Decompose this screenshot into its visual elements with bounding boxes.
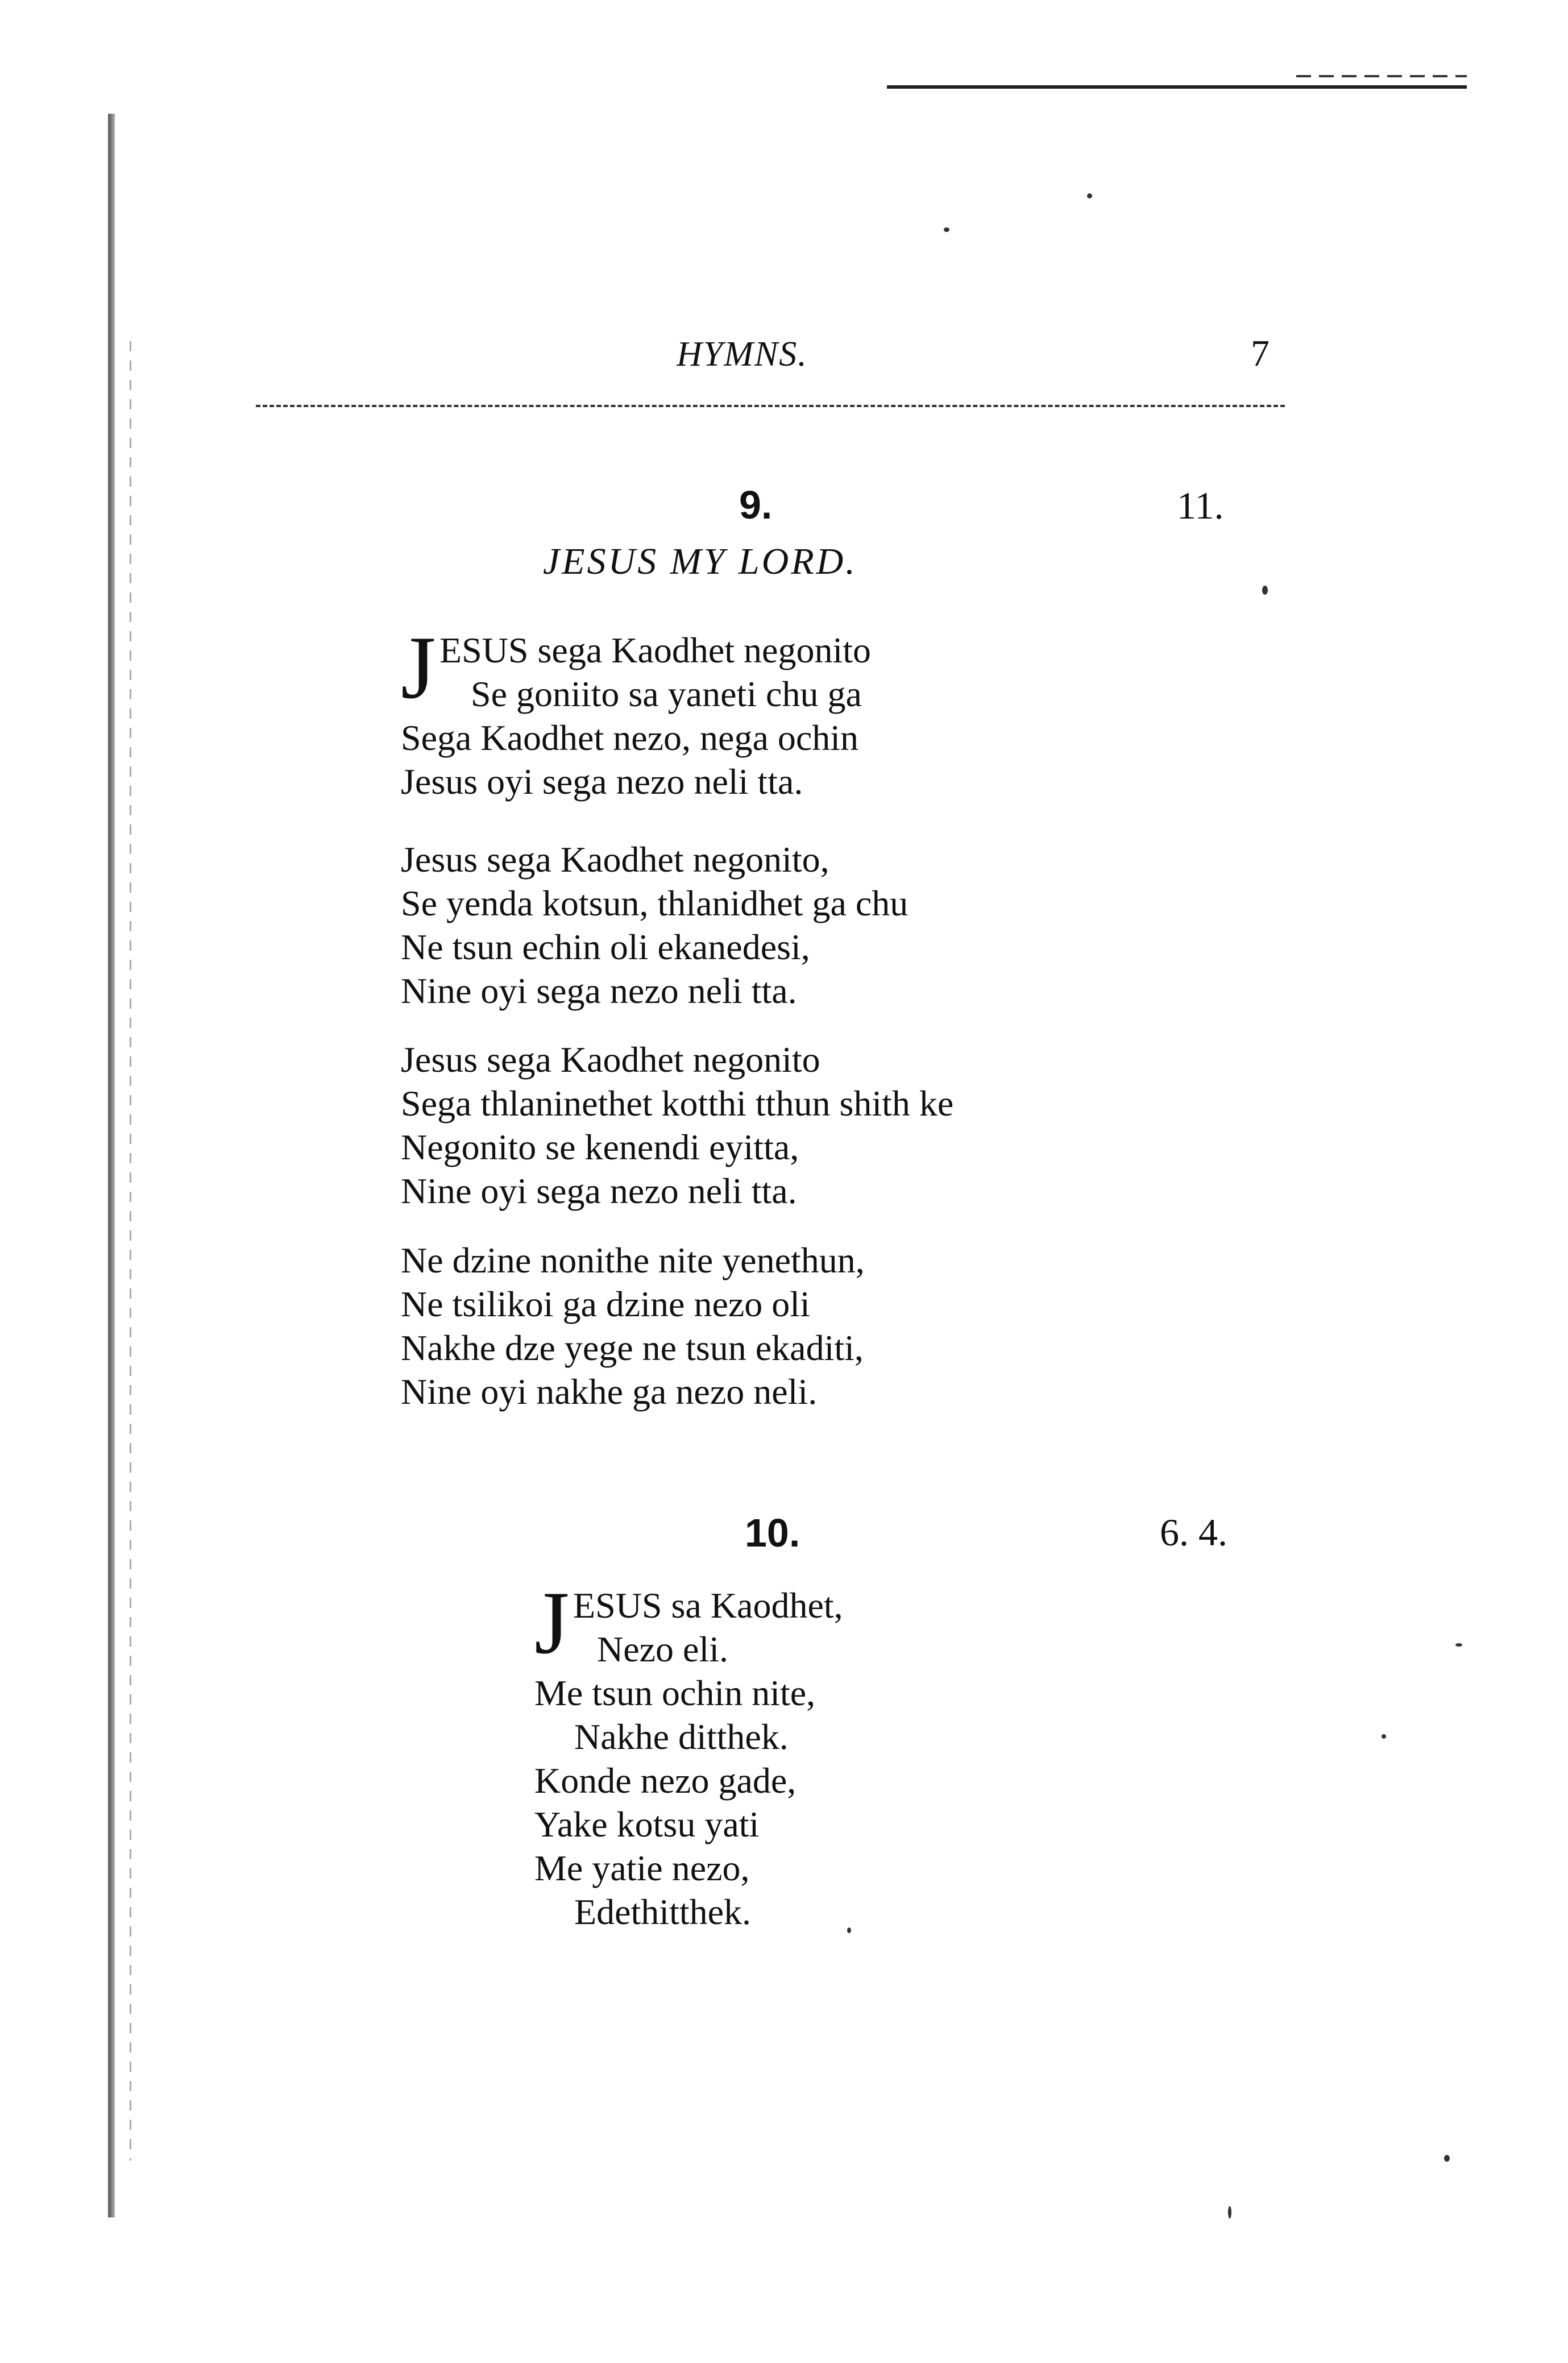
hymn-10-number: 10. xyxy=(745,1511,800,1555)
verse-line: Jesus oyi sega nezo neli tta. xyxy=(401,761,803,802)
verse-line: Jesus sega Kaodhet negonito xyxy=(401,1039,820,1080)
scan-speck xyxy=(1228,2206,1231,2219)
scan-speck xyxy=(944,227,949,232)
scan-speck xyxy=(1262,586,1268,595)
scan-speck xyxy=(847,1927,851,1933)
verse-line: Jesus sega Kaodhet negonito, xyxy=(401,839,829,880)
hymn-10-meter: 6. 4. xyxy=(1160,1511,1227,1554)
scan-speck xyxy=(1382,1734,1386,1739)
verse-line: Se yenda kotsun, thlanidhet ga chu xyxy=(401,883,909,923)
hymn-9-title: JESUS MY LORD. xyxy=(543,541,857,582)
verse-line: Ne dzine nonithe nite yenethun, xyxy=(401,1240,865,1280)
verse-line: Nakhe ditthek. xyxy=(574,1717,789,1757)
header-rule xyxy=(256,405,1285,407)
scan-speck xyxy=(1444,2155,1450,2162)
hymn-9-stanza-2 xyxy=(401,838,908,1013)
verse-line: Nine oyi sega nezo neli tta. xyxy=(401,971,797,1011)
verse-line: Nine oyi nakhe ga nezo neli. xyxy=(401,1371,818,1412)
hymn-9-number: 9. xyxy=(739,483,773,527)
drop-cap: J xyxy=(534,1573,570,1673)
hymn-9-stanza-3 xyxy=(401,1038,953,1213)
torn-top-rule-fragment xyxy=(1296,75,1467,77)
verse-line: Nakhe dze yege ne tsun ekaditi, xyxy=(401,1328,864,1368)
hymn-10-stanza xyxy=(534,1573,843,1934)
verse-line: ESUS sega Kaodhet negonito xyxy=(439,630,871,670)
verse-line: Ne tsilikoi ga dzine nezo oli xyxy=(401,1284,810,1324)
verse-line: Nine oyi sega nezo neli tta. xyxy=(401,1171,797,1211)
binding-edge-shadow xyxy=(108,114,115,2217)
verse-line: Nezo eli. xyxy=(597,1629,728,1669)
verse-line: Edethitthek. xyxy=(574,1892,752,1932)
verse-line: Negonito se kenendi eyitta, xyxy=(401,1127,799,1167)
hymn-9-stanza-4 xyxy=(401,1238,865,1413)
scan-speck xyxy=(1087,193,1092,198)
hymn-9-meter: 11. xyxy=(1177,484,1224,527)
verse-line: Ne tsun echin oli ekanedesi, xyxy=(401,927,810,967)
verse-line: Konde nezo gade, xyxy=(534,1760,797,1801)
verse-line: Se goniito sa yaneti chu ga xyxy=(471,674,862,714)
verse-line: Me yatie nezo, xyxy=(534,1848,750,1888)
verse-line: Sega Kaodhet nezo, nega ochin xyxy=(401,718,859,758)
verse-line: Me tsun ochin nite, xyxy=(534,1673,816,1713)
scan-speck xyxy=(1455,1643,1462,1647)
running-head: HYMNS. xyxy=(677,335,808,374)
verse-line: ESUS sa Kaodhet, xyxy=(573,1585,843,1626)
verse-line: Sega thlaninethet kotthi tthun shith ke xyxy=(401,1083,954,1124)
drop-cap: J xyxy=(401,618,436,718)
hymn-9-stanza-1 xyxy=(401,618,871,803)
binding-edge-marks xyxy=(130,341,131,2161)
torn-top-rule xyxy=(887,85,1467,89)
verse-line: Yake kotsu yati xyxy=(534,1804,760,1844)
page-number: 7 xyxy=(1251,333,1270,374)
